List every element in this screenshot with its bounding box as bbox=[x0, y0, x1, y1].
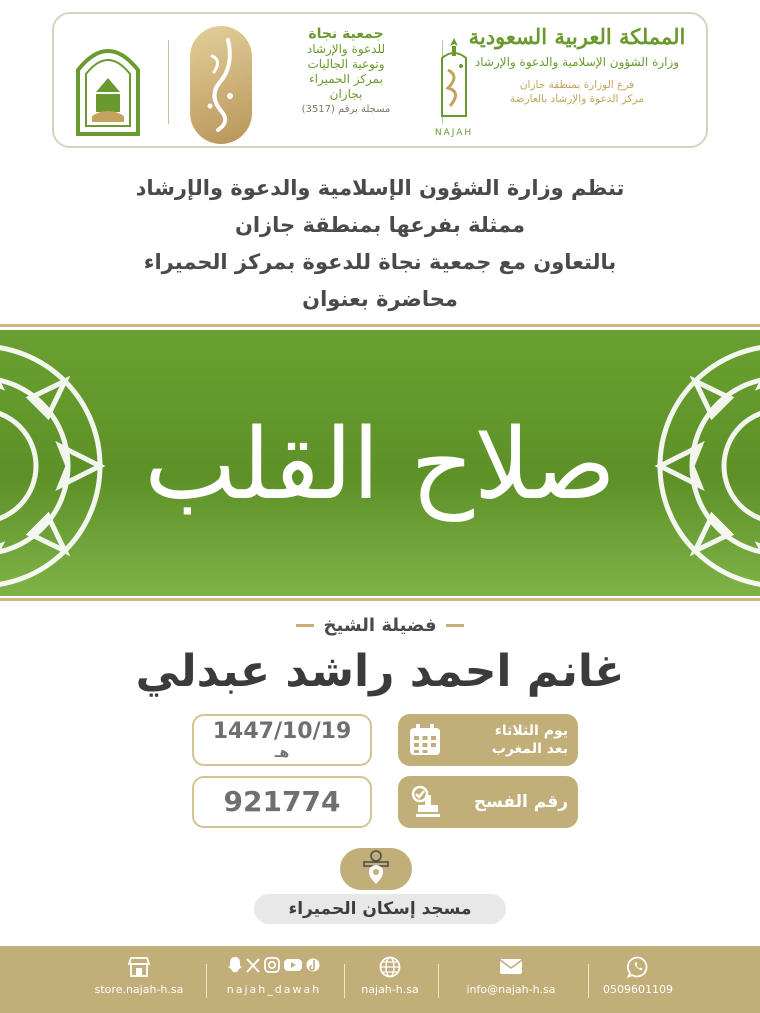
divider-dash bbox=[446, 624, 464, 627]
event-date: 1447/10/19 bbox=[212, 719, 352, 744]
permit-label-box bbox=[398, 776, 578, 828]
ornament-rosette-icon bbox=[0, 336, 110, 596]
location-pin-icon bbox=[340, 848, 412, 890]
x-icon bbox=[246, 956, 260, 974]
instagram-icon bbox=[264, 956, 280, 974]
website-url: najah-h.sa bbox=[361, 983, 419, 996]
divider-dash bbox=[296, 624, 314, 627]
event-day: يوم الثلاثاء bbox=[494, 723, 568, 739]
footer-separator bbox=[344, 964, 345, 998]
association-line: بمركز الحميراء bbox=[309, 72, 383, 86]
contact-footer bbox=[0, 946, 760, 1013]
najah-emblem-icon bbox=[434, 36, 474, 140]
social-handle: najah_dawah bbox=[226, 983, 322, 996]
day-time-text bbox=[492, 722, 568, 758]
ministry-subtitle: وزارة الشؤون الإسلامية والدعوة والإرشاد bbox=[474, 55, 680, 69]
permit-number: 921774 bbox=[223, 785, 341, 818]
snapchat-icon bbox=[228, 956, 242, 974]
permit-number-box bbox=[192, 776, 372, 828]
association-line: وتوعية الجاليات bbox=[307, 57, 385, 71]
sheikh-name: غانم احمد راشد عبدلي bbox=[135, 646, 625, 697]
ministry-branch: فرع الوزارة بمنطقة جازان bbox=[519, 79, 635, 91]
day-time-box bbox=[398, 714, 578, 766]
permit-label: رقم الفسح bbox=[473, 792, 568, 812]
sheikh-title-row bbox=[200, 612, 560, 638]
ministry-center: مركز الدعوة والإرشاد بالعارضة bbox=[510, 93, 644, 105]
date-box bbox=[192, 714, 372, 766]
footer-social[interactable] bbox=[214, 956, 334, 996]
association-registration: مسجلة برقم (3517) bbox=[301, 104, 391, 115]
social-icons bbox=[214, 956, 334, 978]
header-card bbox=[52, 12, 708, 148]
ministry-block bbox=[462, 20, 692, 142]
sheikh-title: فضيلة الشيخ bbox=[323, 614, 437, 636]
intro-line: بالتعاون مع جمعية نجاة للدعوة بمركز الحميراء bbox=[143, 250, 617, 274]
intro-line: تنظم وزارة الشؤون الإسلامية والدعوة والإرشاد bbox=[135, 176, 625, 200]
banner-top-border bbox=[0, 324, 760, 327]
header-separator bbox=[168, 40, 169, 124]
association-line: للدعوة والإرشاد bbox=[306, 42, 386, 56]
location-pin-badge bbox=[340, 848, 412, 890]
tiktok-icon bbox=[306, 956, 320, 974]
footer-email[interactable] bbox=[448, 956, 574, 996]
ornament-rosette-icon bbox=[650, 336, 760, 596]
ministry-name: المملكة العربية السعودية bbox=[468, 24, 686, 49]
footer-separator bbox=[438, 964, 439, 998]
phone-number: 0509601109 bbox=[603, 983, 673, 996]
association-line: بجازان bbox=[329, 87, 363, 101]
mail-icon bbox=[448, 956, 574, 978]
store-icon bbox=[84, 956, 194, 978]
title-banner bbox=[0, 330, 760, 596]
youtube-icon bbox=[284, 956, 302, 974]
association-name: جمعية نجاة bbox=[308, 26, 384, 42]
event-date-suffix: هـ bbox=[274, 745, 290, 761]
najah-calligraphy-badge-icon bbox=[190, 26, 252, 144]
footer-website[interactable] bbox=[352, 956, 428, 996]
ministry-emblem-icon bbox=[74, 36, 142, 138]
intro-text bbox=[80, 170, 680, 318]
footer-phone[interactable] bbox=[596, 956, 680, 996]
store-url: store.najah-h.sa bbox=[94, 983, 184, 996]
intro-line: ممثلة بفرعها بمنطقة جازان bbox=[234, 213, 526, 237]
event-time: بعد المغرب bbox=[491, 741, 568, 757]
lecture-title: صلاح القلب bbox=[144, 408, 616, 522]
whatsapp-icon bbox=[596, 956, 680, 978]
banner-bottom-border bbox=[0, 598, 760, 601]
association-block bbox=[268, 26, 424, 115]
intro-line: محاضرة بعنوان bbox=[302, 287, 458, 311]
calendar-icon bbox=[408, 723, 442, 757]
email-address: info@najah-h.sa bbox=[466, 983, 556, 996]
footer-store[interactable] bbox=[84, 956, 194, 996]
footer-separator bbox=[206, 964, 207, 998]
approval-stamp-icon bbox=[408, 785, 442, 819]
globe-icon bbox=[352, 956, 428, 978]
location-name: مسجد إسكان الحميراء bbox=[254, 894, 506, 924]
footer-separator bbox=[588, 964, 589, 998]
najah-word: NAJAH bbox=[434, 128, 474, 138]
